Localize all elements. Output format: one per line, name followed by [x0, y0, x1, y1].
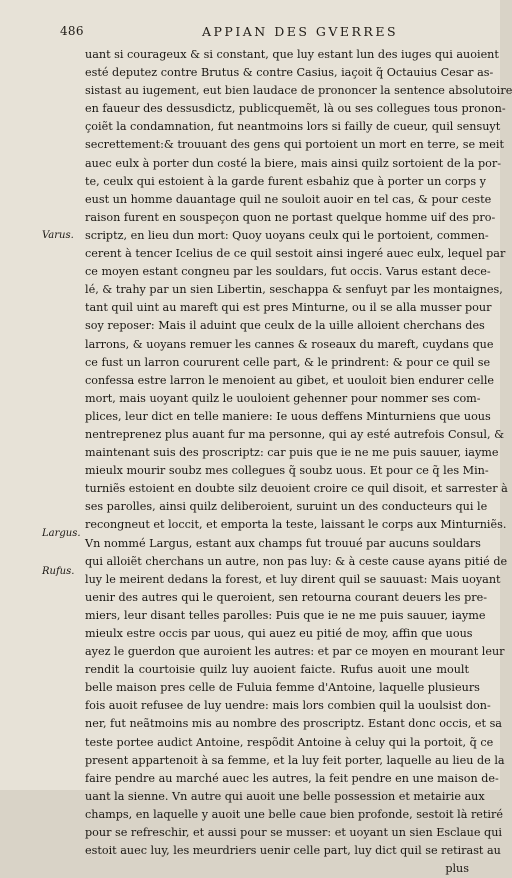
text-line: ce moyen estant congneu par les souldars, fut occis. Varus estant dece- [85, 265, 491, 279]
text-line: mieulx mourir soubz mes collegues q̃ soubz uous. Et pour ce q̃ les Min- [85, 464, 489, 478]
text-line: ce fust un larron coururent celle part, & le prindrent: & pour ce quil se [85, 355, 491, 369]
text-line: maintenant suis des proscriptz: car puis que ie ne me puis sauuer, iayme [85, 446, 499, 460]
text-line: çoiẽt la condamnation, fut neantmoins lors si failly de cueur, quil sensuyt [85, 120, 501, 134]
text-line: mieulx estre occis par uous, qui auez eu pitié de moy, affin que uous [85, 627, 473, 640]
text-line: teste portee audict Antoine, respõdit Antoine à celuy qui la portoit, q̃ ce [85, 735, 494, 749]
text-line: eust un homme dauantage quil ne souloit auoir en tel cas, & pour ceste [85, 192, 492, 206]
text-line: soy reposer: Mais il aduint que ceulx de la uille alloient cherchans des [85, 319, 485, 333]
running-head: APPIAN DES GVERRES [201, 24, 399, 39]
text-line: confessa estre larron le menoient au gibet, et uouloit bien endurer celle [85, 373, 495, 387]
text-line: champs, en laquelle y auoit une belle caue bien profonde, sestoit là retiré [85, 807, 503, 821]
text-line: rendit la courtoisie quilz luy auoient faicte. Rufus auoit une moult [85, 663, 469, 677]
marginal-note-varus: Varus. [42, 230, 74, 241]
body-text [85, 46, 512, 878]
page-number: 486 [60, 24, 84, 38]
text-line: cerent à tencer Icelius de ce quil sestoit ainsi ingeré auec eulx, lequel par [85, 247, 506, 261]
text-line: scriptz, en lieu dun mort: Quoy uoyans ceulx qui le portoient, commen- [85, 228, 489, 242]
text-line: uant si courageux & si constant, que luy estant lun des iuges qui auoient [85, 48, 499, 61]
text-line: en faueur des dessusdictz, publicquemẽt, là ou ses collegues tous pronon- [85, 102, 506, 116]
text-line-catchword: plus [445, 862, 469, 876]
text-line: raison furent en souspeçon quon ne portast quelque homme uif des pro- [85, 210, 496, 224]
marginal-note-rufus: Rufus. [42, 566, 75, 577]
text-line: faire pendre au marché auec les autres, la feit pendre en une maison de- [85, 771, 499, 785]
text-line: Vn nommé Largus, estant aux champs fut trouué par aucuns souldars [85, 536, 481, 550]
text-line: fois auoit refusee de luy uendre: mais lors combien quil la uoulsist don- [85, 699, 491, 713]
text-line: sistast au iugement, eut bien laudace de prononcer la sentence absolutoire [85, 84, 512, 98]
text-line: recongneut et loccit, et emporta la teste, laissant le corps aux Minturniẽs. [85, 518, 507, 532]
page-header [60, 24, 460, 46]
text-line: larrons, & uoyans remuer les cannes & roseaux du mareft, cuydans que [85, 337, 494, 351]
text-line: belle maison pres celle de Fuluia femme d'Antoine, laquelle plusieurs [85, 681, 480, 695]
text-line: ayez le guerdon que auroient les autres: et par ce moyen en mourant leur [85, 645, 505, 659]
text-line: miers, leur disant telles parolles: Puis que ie ne me puis sauuer, iayme [85, 608, 486, 622]
text-line: mort, mais uoyant quilz le uouloient gehenner pour nommer ses com- [85, 391, 481, 405]
text-line: uenir des autres qui le queroient, sen retourna courant deuers les pre- [85, 590, 488, 604]
text-line: pour se refreschir, et aussi pour se musser: et uoyant un sien Esclaue qui [85, 826, 502, 840]
text-line: nentreprenez plus auant fur ma personne, qui ay esté autrefois Consul, & [85, 427, 505, 441]
text-line: plices, leur dict en telle maniere: Ie uous deffens Minturniens que uous [85, 409, 491, 423]
text-line: lé, & trahy par un sien Libertin, seschappa & senfuyt par les montaignes, [85, 283, 503, 297]
text-line: qui alloiẽt cherchans un autre, non pas luy: & à ceste cause ayans pitié de [85, 554, 508, 568]
text-line: estoit auec luy, les meurdriers uenir celle part, luy dict quil se retirast au [85, 844, 501, 858]
text-line: turniẽs estoient en doubte silz deuoient croire ce quil disoit, et sarrester à [85, 482, 508, 496]
text-line: auec eulx à porter dun costé la biere, mais ainsi quilz sortoient de la por- [85, 156, 502, 170]
text-line: esté deputez contre Brutus & contre Casius, iaçoit q̃ Octauius Cesar as- [85, 66, 494, 80]
text-line: ner, fut neãtmoins mis au nombre des proscriptz. Estant donc occis, et sa [85, 717, 502, 731]
text-line: present appartenoit à sa femme, et la luy feit porter, laquelle au lieu de la [85, 753, 505, 767]
text-line: uant la sienne. Vn autre qui auoit une belle possession et metairie aux [85, 789, 485, 803]
marginal-note-largus: Largus. [42, 528, 81, 539]
text-line: secrettement:& trouuant des gens qui portoient un mort en terre, se meit [85, 138, 504, 152]
text-line: te, ceulx qui estoient à la garde furent esbahiz que à porter un corps y [85, 174, 486, 188]
text-line: luy le meirent dedans la forest, et luy dirent quil se sauuast: Mais uoyant [85, 572, 501, 586]
text-line: tant quil uint au mareft qui est pres Minturne, ou il se alla musser pour [85, 301, 492, 315]
text-line: ses parolles, ainsi quilz deliberoient, suruint un des conducteurs qui le [85, 500, 488, 514]
